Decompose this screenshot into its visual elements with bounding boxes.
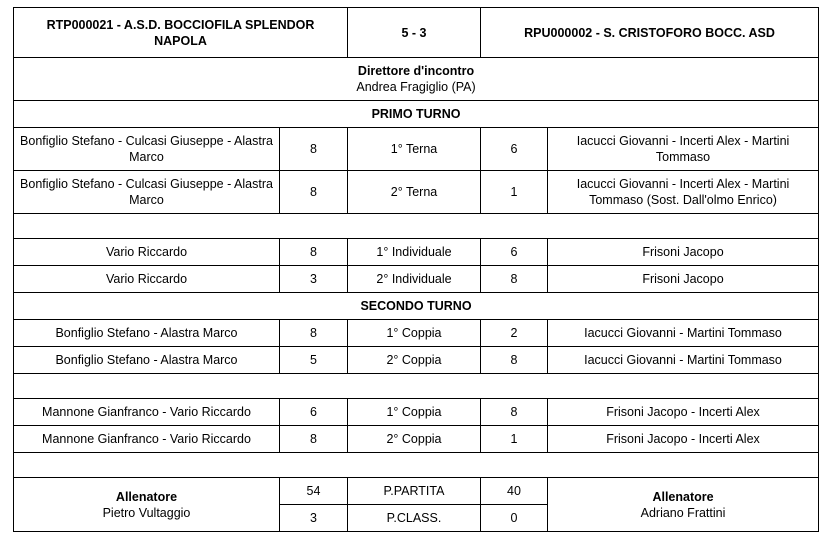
class-away: 0 [481,505,548,532]
away-players: Iacucci Giovanni - Incerti Alex - Martini Tommaso (Sost. Dall'olmo Enrico) [548,171,819,214]
away-score: 1 [481,171,548,214]
game-type: 2° Coppia [348,426,481,453]
match-row [14,266,819,293]
match-report-table [13,7,819,532]
away-players: Frisoni Jacopo - Incerti Alex [548,399,819,426]
away-players: Frisoni Jacopo [548,266,819,293]
away-coach-label: Allenatore [652,489,714,504]
home-coach-name: Pietro Vultaggio [102,505,191,520]
partita-away: 40 [481,478,548,505]
director-cell [14,58,819,101]
header-row [14,8,819,58]
away-score: 8 [481,399,548,426]
away-score: 1 [481,426,548,453]
away-players: Iacucci Giovanni - Incerti Alex - Martini Tommaso [548,128,819,171]
director-label: Direttore d'incontro [357,64,475,78]
home-players: Bonfiglio Stefano - Culcasi Giuseppe - Alastra Marco [14,128,280,171]
away-score: 8 [481,347,548,374]
home-players: Mannone Gianfranco - Vario Riccardo [14,426,280,453]
home-players: Bonfiglio Stefano - Alastra Marco [14,347,280,374]
section-header-row [14,101,819,128]
match-row [14,239,819,266]
game-type: 2° Coppia [348,347,481,374]
director-name: Andrea Fragiglio (PA) [356,80,476,94]
away-coach-name: Adriano Frattini [640,505,726,520]
match-row [14,426,819,453]
game-type: 2° Individuale [348,266,481,293]
home-players: Bonfiglio Stefano - Culcasi Giuseppe - Alastra Marco [14,171,280,214]
away-score: 2 [481,320,548,347]
totals-row-partita [14,478,819,505]
spacer-cell [14,453,819,478]
home-score: 8 [280,320,348,347]
home-score: 6 [280,399,348,426]
match-row [14,320,819,347]
game-type: 1° Individuale [348,239,481,266]
game-type: 1° Coppia [348,399,481,426]
game-type: 1° Terna [348,128,481,171]
partita-home: 54 [280,478,348,505]
match-row [14,399,819,426]
match-row [14,171,819,214]
spacer-cell [14,374,819,399]
away-players: Iacucci Giovanni - Martini Tommaso [548,347,819,374]
section-header-row [14,293,819,320]
away-players: Frisoni Jacopo [548,239,819,266]
game-type: 2° Terna [348,171,481,214]
home-coach-cell [14,478,280,532]
home-players: Vario Riccardo [14,239,280,266]
home-score: 8 [280,426,348,453]
game-type: 1° Coppia [348,320,481,347]
away-players: Frisoni Jacopo - Incerti Alex [548,426,819,453]
home-players: Mannone Gianfranco - Vario Riccardo [14,399,280,426]
spacer-row [14,374,819,399]
class-home: 3 [280,505,348,532]
director-row [14,58,819,101]
away-score: 8 [481,266,548,293]
away-score: 6 [481,128,548,171]
home-score: 3 [280,266,348,293]
home-coach-label: Allenatore [115,489,178,504]
section-title: PRIMO TURNO [14,101,819,128]
match-row [14,128,819,171]
home-players: Vario Riccardo [14,266,280,293]
away-score: 6 [481,239,548,266]
class-label: P.CLASS. [348,505,481,532]
spacer-cell [14,214,819,239]
match-score: 5 - 3 [348,8,481,58]
home-score: 8 [280,128,348,171]
spacer-row [14,453,819,478]
away-players: Iacucci Giovanni - Martini Tommaso [548,320,819,347]
home-score: 8 [280,239,348,266]
home-team-name: RTP000021 - A.S.D. BOCCIOFILA SPLENDOR NAPOLA [14,8,348,58]
away-coach-cell [548,478,819,532]
spacer-row [14,214,819,239]
match-row [14,347,819,374]
home-score: 5 [280,347,348,374]
partita-label: P.PARTITA [348,478,481,505]
home-players: Bonfiglio Stefano - Alastra Marco [14,320,280,347]
section-title: SECONDO TURNO [14,293,819,320]
home-score: 8 [280,171,348,214]
away-team-name: RPU000002 - S. CRISTOFORO BOCC. ASD [481,8,819,58]
